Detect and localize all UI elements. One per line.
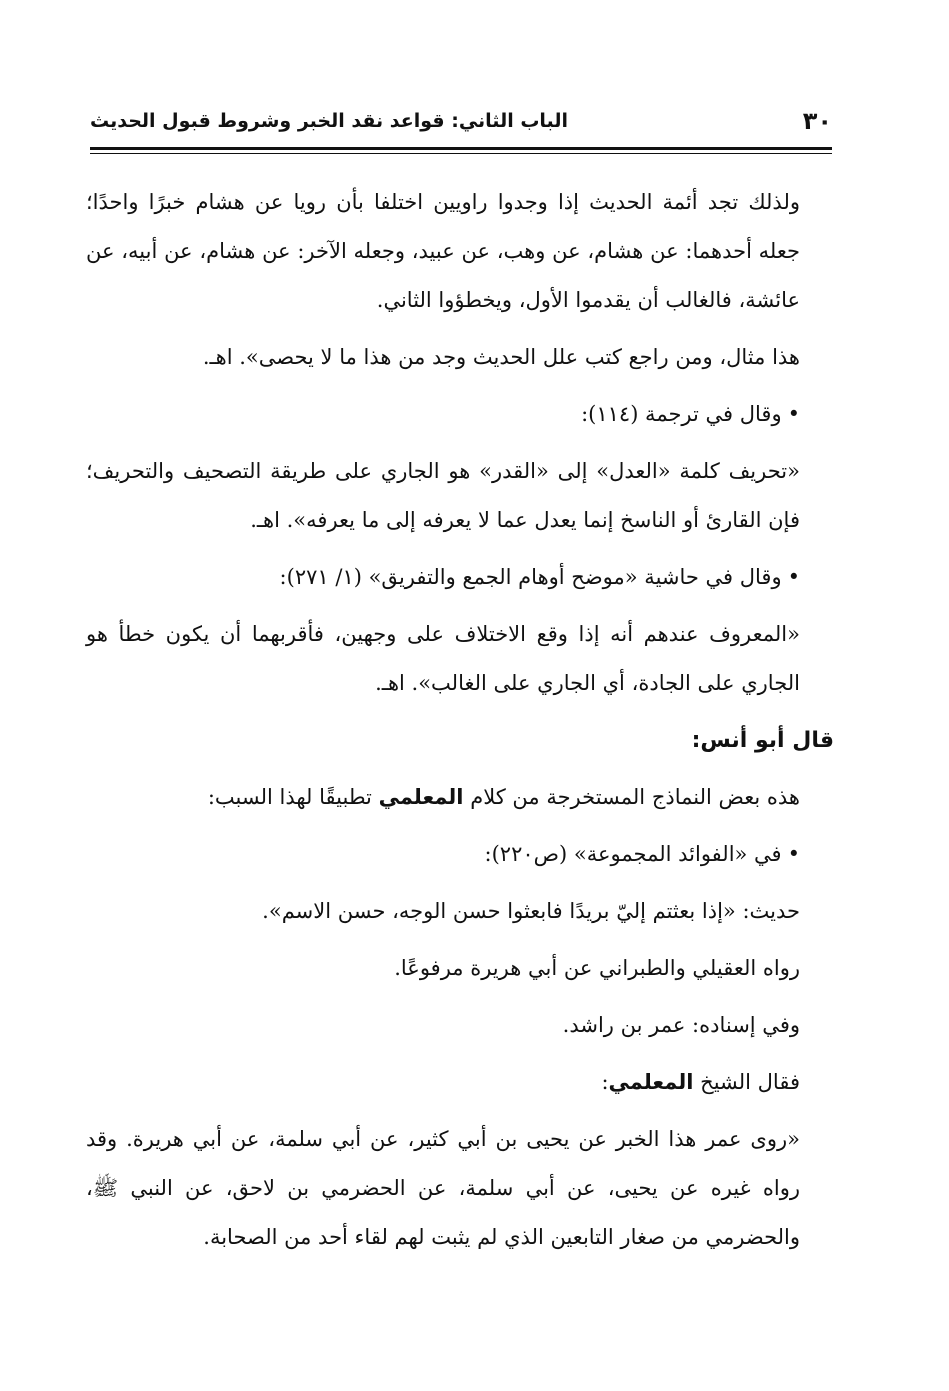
paragraph-7-before: هذه بعض النماذج المستخرجة من كلام	[470, 785, 800, 809]
paragraph-6: «المعروف عندهم أنه إذا وقع الاختلاف على وجهين، فأقربهما أن يكون خطأ هو الجاري على الجادة، أي الجاري على الغالب». اهـ.	[86, 622, 800, 695]
paragraph-10: رواه العقيلي والطبراني عن أبي هريرة مرفوعًا.	[394, 956, 800, 980]
bullet-icon: •	[787, 565, 800, 589]
section-heading-text: قال أبو أنس:	[691, 728, 834, 753]
author-name: المعلمي	[608, 1070, 694, 1094]
paragraph-12-after: :	[601, 1070, 609, 1094]
header-rule-thin	[90, 153, 832, 154]
paragraph-13: «روى عمر هذا الخبر عن يحيى بن أبي كثير، عن أبي سلمة، عن أبي هريرة. وقد رواه غيره عن يحيى، عن أبي سلمة، عن الحضرمي بن لاحق، عن النبي ﷺ، والحضرمي من صغار التابعين الذي لم يثبت لهم لقاء أحد من الصحابة.	[86, 1127, 800, 1249]
paragraph-5-text: وقال في حاشية «موضح أوهام الجمع والتفريق» (١/ ٢٧١):	[279, 565, 782, 589]
paragraph-8	[86, 830, 834, 879]
paragraph-12-before: فقال الشيخ	[700, 1070, 800, 1094]
paragraph-2: هذا مثال، ومن راجع كتب علل الحديث وجد من هذا ما لا يحصى». اهـ.	[202, 345, 800, 369]
section-heading	[86, 716, 834, 765]
running-header	[90, 104, 832, 144]
paragraph-7-after: تطبيقًا لهذا السبب:	[207, 785, 372, 809]
paragraph-9: حديث: «إذا بعثتم إليّ بريدًا فابعثوا حسن الوجه، حسن الاسم».	[262, 899, 800, 923]
paragraph-3-text: وقال في ترجمة (١١٤):	[581, 402, 782, 426]
paragraph-7	[86, 773, 834, 822]
paragraph-3	[86, 390, 834, 439]
paragraph-11: وفي إسناده: عمر بن راشد.	[562, 1013, 800, 1037]
bullet-icon: •	[787, 402, 800, 426]
paragraph-5	[86, 553, 834, 602]
paragraph-1: ولذلك تجد أئمة الحديث إذا وجدوا راويين اختلفا بأن رويا عن هشام خبرًا واحدًا؛ جعله أحدهما: عن هشام، عن وهب، عن عبيد، وجعله الآخر: عن هشام، عن أبيه، عن عائشة، فالغالب أن يقدموا الأول، ويخطؤوا الثاني.	[86, 190, 800, 312]
paragraph-12	[86, 1058, 834, 1107]
paragraph-4: «تحريف كلمة «العدل» إلى «القدر» هو الجاري على طريقة التصحيف والتحريف؛ فإن القارئ أو الناسخ إنما يعدل عما لا يعرفه إلى ما يعرفه». اهـ.	[86, 459, 800, 532]
author-name: المعلمي	[378, 785, 464, 809]
page-number: ٣٠	[802, 107, 832, 135]
bullet-icon: •	[787, 842, 800, 866]
paragraph-8-text: في «الفوائد المجموعة» (ص٢٢٠):	[484, 842, 782, 866]
header-rule-thick	[90, 147, 832, 150]
chapter-title: الباب الثاني: قواعد نقد الخبر وشروط قبول الحديث	[90, 110, 568, 132]
body-text	[86, 178, 834, 1270]
